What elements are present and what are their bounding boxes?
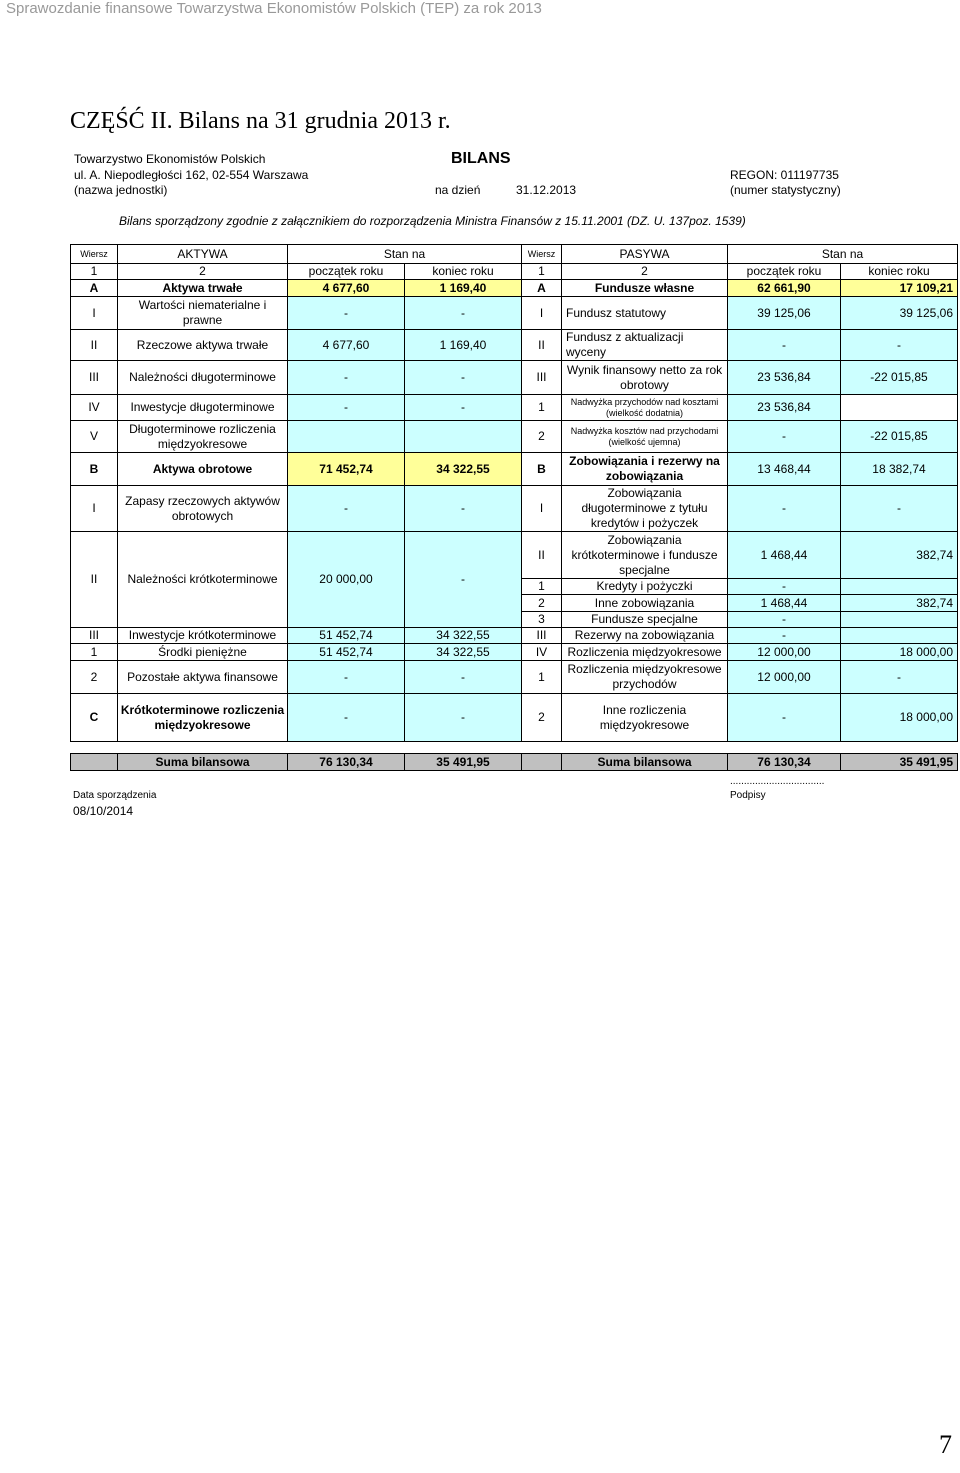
bilans-title: BILANS [451, 150, 511, 167]
cell: A [522, 280, 562, 297]
cell: 34 322,55 [405, 628, 522, 644]
cell: II [71, 532, 118, 628]
cell: Zobowiązania krótkoterminowe i fundusze specjalne [562, 532, 728, 579]
date-prepared-label: Data sporządzenia [73, 790, 157, 801]
cell: - [405, 661, 522, 694]
cell: 382,74 [841, 532, 958, 579]
cell: 18 382,74 [841, 453, 958, 486]
cell: Fundusze własne [562, 280, 728, 297]
cell: 4 677,60 [288, 330, 405, 361]
cell: 76 130,34 [288, 754, 405, 771]
cell: III [71, 361, 118, 395]
cell: - [405, 532, 522, 628]
cell: 1 [522, 395, 562, 421]
table-row [71, 486, 958, 532]
cell: Suma bilansowa [562, 754, 728, 771]
cell: Długoterminowe rozliczenia międzyokresowe [118, 421, 288, 453]
cell: Rozliczenia międzyokresowe [562, 644, 728, 661]
entity-name: Towarzystwo Ekonomistów Polskich [74, 152, 266, 166]
page-number: 7 [939, 1430, 952, 1459]
cell: C [71, 694, 118, 742]
col-pasywa: PASYWA [562, 245, 728, 264]
cell: -22 015,85 [841, 361, 958, 395]
cell: - [728, 486, 841, 532]
cell: - [288, 395, 405, 421]
col-num: 2 [562, 264, 728, 280]
cell: -22 015,85 [841, 421, 958, 453]
cell: 1 [71, 644, 118, 661]
cell: - [841, 486, 958, 532]
cell [841, 579, 958, 595]
cell: 18 000,00 [841, 694, 958, 742]
table-row [71, 453, 958, 486]
cell: B [71, 453, 118, 486]
cell: Zobowiązania i rezerwy na zobowiązania [562, 453, 728, 486]
cell: Środki pieniężne [118, 644, 288, 661]
cell: 13 468,44 [728, 453, 841, 486]
balance-sheet-table [70, 244, 958, 771]
cell: Inwestycje długoterminowe [118, 395, 288, 421]
cell: 1 [522, 579, 562, 595]
cell [288, 421, 405, 453]
cell: Fundusze specjalne [562, 612, 728, 628]
col-stan-pasywa: Stan na [728, 245, 958, 264]
cell: Rzeczowe aktywa trwałe [118, 330, 288, 361]
cell: 382,74 [841, 595, 958, 612]
cell: 51 452,74 [288, 628, 405, 644]
page-title: CZĘŚĆ II. Bilans na 31 grudnia 2013 r. [70, 108, 451, 134]
regon-label: (numer statystyczny) [730, 183, 841, 197]
cell: 35 491,95 [405, 754, 522, 771]
cell: - [405, 395, 522, 421]
cell: Rezerwy na zobowiązania [562, 628, 728, 644]
entity-address: ul. A. Niepodległości 162, 02-554 Warszawa [74, 168, 309, 182]
document-header: Sprawozdanie finansowe Towarzystwa Ekonomistów Polskich (TEP) za rok 2013 [6, 0, 542, 17]
cell: 3 [522, 612, 562, 628]
cell: IV [522, 644, 562, 661]
cell: 2 [522, 694, 562, 742]
cell: III [522, 628, 562, 644]
cell: Należności długoterminowe [118, 361, 288, 395]
cell: V [71, 421, 118, 453]
signature-label: Podpisy [730, 790, 766, 801]
cell: 39 125,06 [841, 297, 958, 330]
cell [522, 754, 562, 771]
cell: Zobowiązania długoterminowe z tytułu kredytów i pożyczek [562, 486, 728, 532]
table-row [71, 280, 958, 297]
spacer-row [71, 742, 958, 754]
cell: - [288, 361, 405, 395]
col-end: koniec roku [405, 264, 522, 280]
cell: - [405, 361, 522, 395]
cell: III [71, 628, 118, 644]
cell [71, 754, 118, 771]
table-row [71, 694, 958, 742]
cell: Inne rozliczenia międzyokresowe [562, 694, 728, 742]
col-num: 1 [522, 264, 562, 280]
cell: 71 452,74 [288, 453, 405, 486]
cell: - [405, 297, 522, 330]
cell: II [522, 532, 562, 579]
cell: Suma bilansowa [118, 754, 288, 771]
cell [841, 628, 958, 644]
table-row [71, 361, 958, 395]
table-subheader-row [71, 264, 958, 280]
col-num: 1 [71, 264, 118, 280]
cell: Inwestycje krótkoterminowe [118, 628, 288, 644]
cell: Wartości niematerialne i prawne [118, 297, 288, 330]
col-aktywa: AKTYWA [118, 245, 288, 264]
cell: Krótkoterminowe rozliczenia międzyokresowe [118, 694, 288, 742]
cell: Kredyty i pożyczki [562, 579, 728, 595]
cell: Należności krótkoterminowe [118, 532, 288, 628]
cell: II [71, 330, 118, 361]
cell: 35 491,95 [841, 754, 958, 771]
cell: Zapasy rzeczowych aktywów obrotowych [118, 486, 288, 532]
cell: - [841, 330, 958, 361]
table-row [71, 628, 958, 644]
spacer [71, 742, 958, 754]
cell: - [288, 297, 405, 330]
cell: I [71, 486, 118, 532]
cell: 23 536,84 [728, 361, 841, 395]
cell: III [522, 361, 562, 395]
cell: Inne zobowiązania [562, 595, 728, 612]
regon: REGON: 011197735 [730, 168, 839, 182]
cell: I [522, 486, 562, 532]
cell: 18 000,00 [841, 644, 958, 661]
col-num: 2 [118, 264, 288, 280]
table-row [71, 395, 958, 421]
cell: Pozostałe aktywa finansowe [118, 661, 288, 694]
cell: 1 169,40 [405, 280, 522, 297]
cell [841, 395, 958, 421]
cell: Nadwyżka przychodów nad kosztami (wielkość dodatnia) [562, 395, 728, 421]
cell: 2 [522, 421, 562, 453]
table-row [71, 330, 958, 361]
signature-line: .................................. [730, 776, 825, 787]
col-start: początek roku [728, 264, 841, 280]
cell: 20 000,00 [288, 532, 405, 628]
cell: - [728, 579, 841, 595]
cell: 12 000,00 [728, 661, 841, 694]
date-value: 31.12.2013 [516, 183, 577, 197]
table-row [71, 421, 958, 453]
cell: 17 109,21 [841, 280, 958, 297]
cell: 2 [71, 661, 118, 694]
entity-name-label: (nazwa jednostki) [74, 183, 168, 197]
cell: Fundusz statutowy [562, 297, 728, 330]
cell [841, 612, 958, 628]
cell: 12 000,00 [728, 644, 841, 661]
cell: Wynik finansowy netto za rok obrotowy [562, 361, 728, 395]
cell: I [522, 297, 562, 330]
cell: 1 [522, 661, 562, 694]
cell: 4 677,60 [288, 280, 405, 297]
cell: - [288, 486, 405, 532]
cell: 39 125,06 [728, 297, 841, 330]
cell: - [841, 661, 958, 694]
table-row [71, 297, 958, 330]
cell: - [728, 694, 841, 742]
cell: I [71, 297, 118, 330]
col-wiersz-pasywa: Wiersz [522, 245, 562, 264]
cell [405, 421, 522, 453]
cell: - [405, 694, 522, 742]
cell: - [728, 421, 841, 453]
cell: 76 130,34 [728, 754, 841, 771]
cell: Nadwyżka kosztów nad przychodami (wielkość ujemna) [562, 421, 728, 453]
cell: 34 322,55 [405, 453, 522, 486]
cell: Fundusz z aktualizacji wyceny [562, 330, 728, 361]
cell: - [728, 628, 841, 644]
cell: IV [71, 395, 118, 421]
table-row [71, 644, 958, 661]
col-start: początek roku [288, 264, 405, 280]
cell: Aktywa trwałe [118, 280, 288, 297]
cell: 1 169,40 [405, 330, 522, 361]
cell: - [728, 330, 841, 361]
cell: B [522, 453, 562, 486]
sum-row [71, 754, 958, 771]
cell: Rozliczenia międzyokresowe przychodów [562, 661, 728, 694]
table-row [71, 532, 958, 579]
date-prepared: 08/10/2014 [73, 804, 134, 818]
cell: 1 468,44 [728, 595, 841, 612]
cell: 23 536,84 [728, 395, 841, 421]
cell: 2 [522, 595, 562, 612]
cell: 62 661,90 [728, 280, 841, 297]
cell: 34 322,55 [405, 644, 522, 661]
table-row [71, 661, 958, 694]
cell: - [288, 694, 405, 742]
date-label: na dzień [435, 183, 481, 197]
cell: - [405, 486, 522, 532]
cell: II [522, 330, 562, 361]
col-wiersz: Wiersz [71, 245, 118, 264]
cell: Aktywa obrotowe [118, 453, 288, 486]
table-header-row [71, 245, 958, 264]
col-end: koniec roku [841, 264, 958, 280]
cell: - [728, 612, 841, 628]
cell: 51 452,74 [288, 644, 405, 661]
col-stan-aktywa: Stan na [288, 245, 522, 264]
subtitle: Bilans sporządzony zgodnie z załącznikiem do rozporządzenia Ministra Finansów z 15.11.2001 (DZ. U. 137poz. 1539) [119, 214, 746, 228]
cell: 1 468,44 [728, 532, 841, 579]
cell: A [71, 280, 118, 297]
cell: - [288, 661, 405, 694]
